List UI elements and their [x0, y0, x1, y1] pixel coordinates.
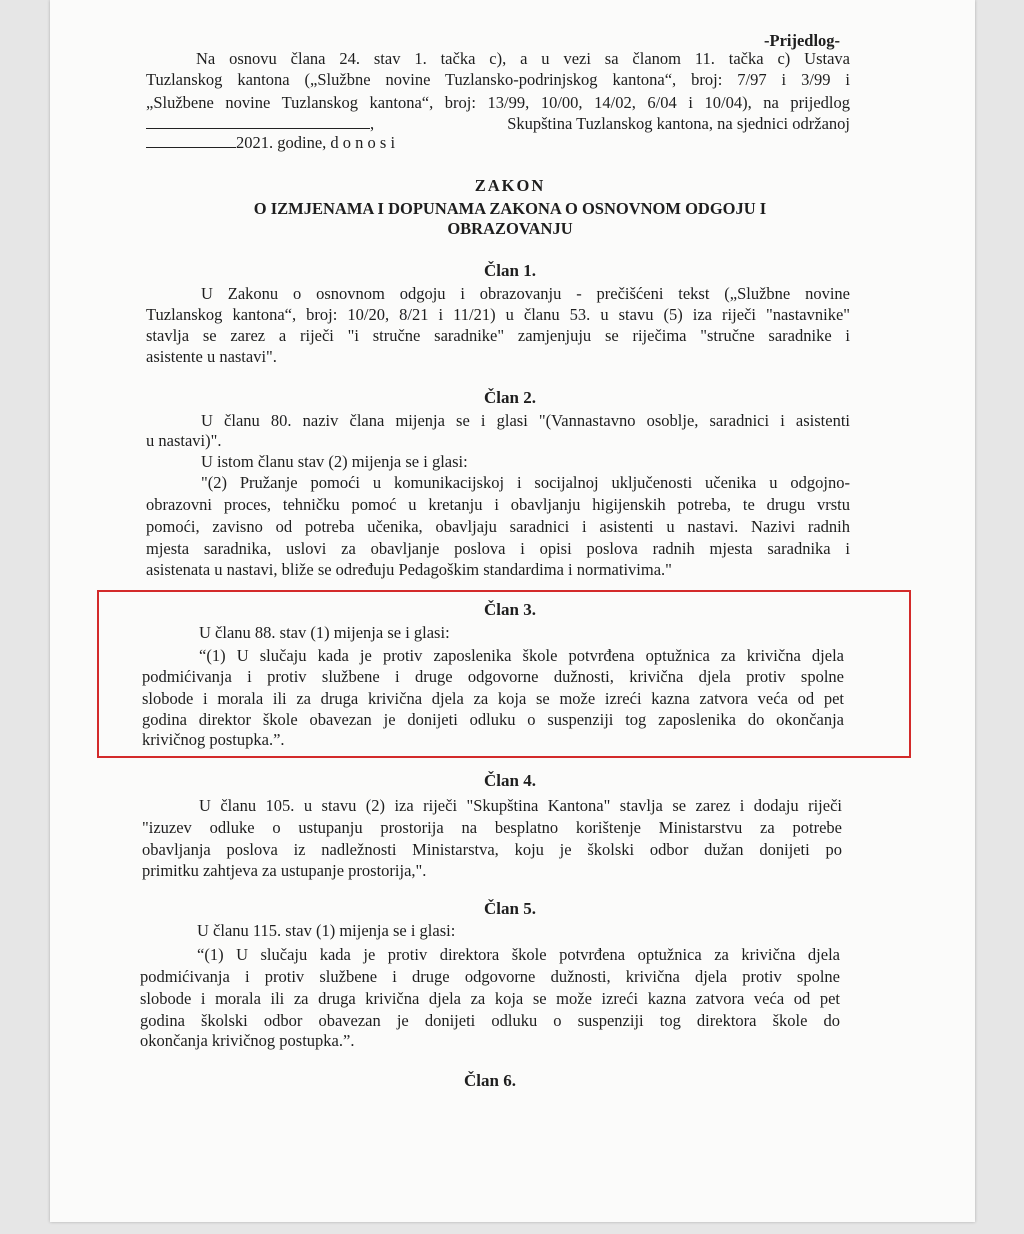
law-subtitle-line-1: O IZMJENAMA I DOPUNAMA ZAKONA O OSNOVNOM ODGOJU I [253, 199, 767, 218]
article-5-line-6: okončanja krivičnog postupka.”. [140, 1031, 355, 1050]
article-2-line-5: obrazovni proces, tehničku pomoć u kretanju i obavljanju higijenskih potreba, te drugu vrstu [146, 495, 850, 514]
article-3-heading: Član 3. [484, 600, 536, 619]
preamble-line-1: Na osnovu člana 24. stav 1. tačka c), a u vezi sa članom 11. tačka c) Ustava [196, 49, 850, 68]
article-1-line-4: asistente u nastavi". [146, 347, 277, 366]
article-3-line-5: godina direktor škole obavezan je donijeti odluku o suspenziji tog zaposlenika do okončanja [142, 710, 844, 729]
article-5-line-3: podmićivanja i protiv službene i druge odgovorne dužnosti, krivična djela protiv spolne [140, 967, 840, 986]
article-3-line-3: podmićivanja i protiv službene i druge odgovorne dužnosti, krivična djela protiv spolne [142, 667, 844, 686]
article-4-line-4: primitku zahtjeva za ustupanje prostorija,". [142, 861, 427, 880]
law-subtitle-line-2: OBRAZOVANJU [447, 219, 573, 238]
article-3-line-2: “(1) U slučaju kada je protiv zaposlenika škole potvrđena optužnica za krivična djela [199, 646, 844, 665]
article-3-line-4: slobode i morala ili za druga krivična djela za koja se može izreći kazna zatvora veća od pet [142, 689, 844, 708]
article-1-line-3: stavlja se zarez a riječi "i stručne saradnike" zamjenjuju se riječima "stručne saradnike i [146, 326, 850, 345]
article-2-line-1: U članu 80. naziv člana mijenja se i glasi "(Vannastavno osoblje, saradnici i asistenti [201, 411, 850, 430]
article-6-heading: Član 6. [464, 1071, 516, 1090]
article-1-line-1: U Zakonu o osnovnom odgoju i obrazovanju - prečišćeni tekst („Službne novine [201, 284, 850, 303]
article-1-heading: Član 1. [484, 261, 536, 280]
article-2-line-4: "(2) Pružanje pomoći u komunikacijskoj i socijalnoj uključenosti učenika u odgojno- [201, 473, 850, 492]
article-2-line-2: u nastavi)". [146, 431, 222, 450]
preamble-line-3: „Službene novine Tuzlanskog kantona“, broj: 13/99, 10/00, 14/02, 6/04 i 10/04), na prijedlog [146, 93, 850, 112]
article-4-line-1: U članu 105. u stavu (2) iza riječi "Skupština Kantona" stavlja se zarez i dodaju riječi [199, 796, 842, 815]
article-5-line-4: slobode i morala ili za druga krivična djela za koja se može izreći kazna zatvora veća od pet [140, 989, 840, 1008]
article-2-line-8: asistenata u nastavi, bliže se određuju Pedagoškim standardima i normativima." [146, 560, 672, 579]
article-2-line-3: U istom članu stav (2) mijenja se i glasi: [201, 452, 468, 471]
article-5-heading: Član 5. [484, 899, 536, 918]
article-1-line-2: Tuzlanskog kantona“, broj: 10/20, 8/21 i 11/21) u članu 53. u stavu (5) iza riječi "nastavnike" [146, 305, 850, 324]
article-2-line-6: pomoći, zavisno od potreba učenika, obavljaju saradnici i asistenti u nastavi. Nazivi radnih [146, 517, 850, 536]
preamble-line-5: 2021. godine, d o n o s i [146, 132, 850, 153]
draft-label: -Prijedlog- [764, 31, 841, 50]
article-5-line-5: godina školski odbor obavezan je donijeti odluku o suspenziji tog direktora škole do [140, 1011, 840, 1030]
preamble-line-4: , Skupština Tuzlanskog kantona, na sjednici održanoj [146, 113, 850, 134]
article-5-line-2: “(1) U slučaju kada je protiv direktora škole potvrđena optužnica za krivična djela [197, 945, 840, 964]
article-2-heading: Član 2. [484, 388, 536, 407]
article-3-line-6: krivičnog postupka.”. [142, 730, 285, 749]
article-2-line-7: mjesta saradnika, uslovi za obavljanje poslova i opisi poslova radnih mjesta saradnika i [146, 539, 850, 558]
article-3-line-1: U članu 88. stav (1) mijenja se i glasi: [199, 623, 450, 642]
article-4-line-3: obavljanja poslova iz nadležnosti Ministarstva, koju je školski odbor dužan donijeti po [142, 840, 842, 859]
article-4-heading: Član 4. [484, 771, 536, 790]
preamble-line-2: Tuzlanskog kantona („Službne novine Tuzlansko-podrinjskog kantona“, broj: 7/97 i 3/99 i [146, 70, 850, 89]
article-4-line-2: "izuzev odluke o ustupanju prostorija na besplatno korištenje Ministarstvu za potrebe [142, 818, 842, 837]
article-5-line-1: U članu 115. stav (1) mijenja se i glasi: [197, 921, 456, 940]
law-title: ZAKON [474, 176, 546, 195]
